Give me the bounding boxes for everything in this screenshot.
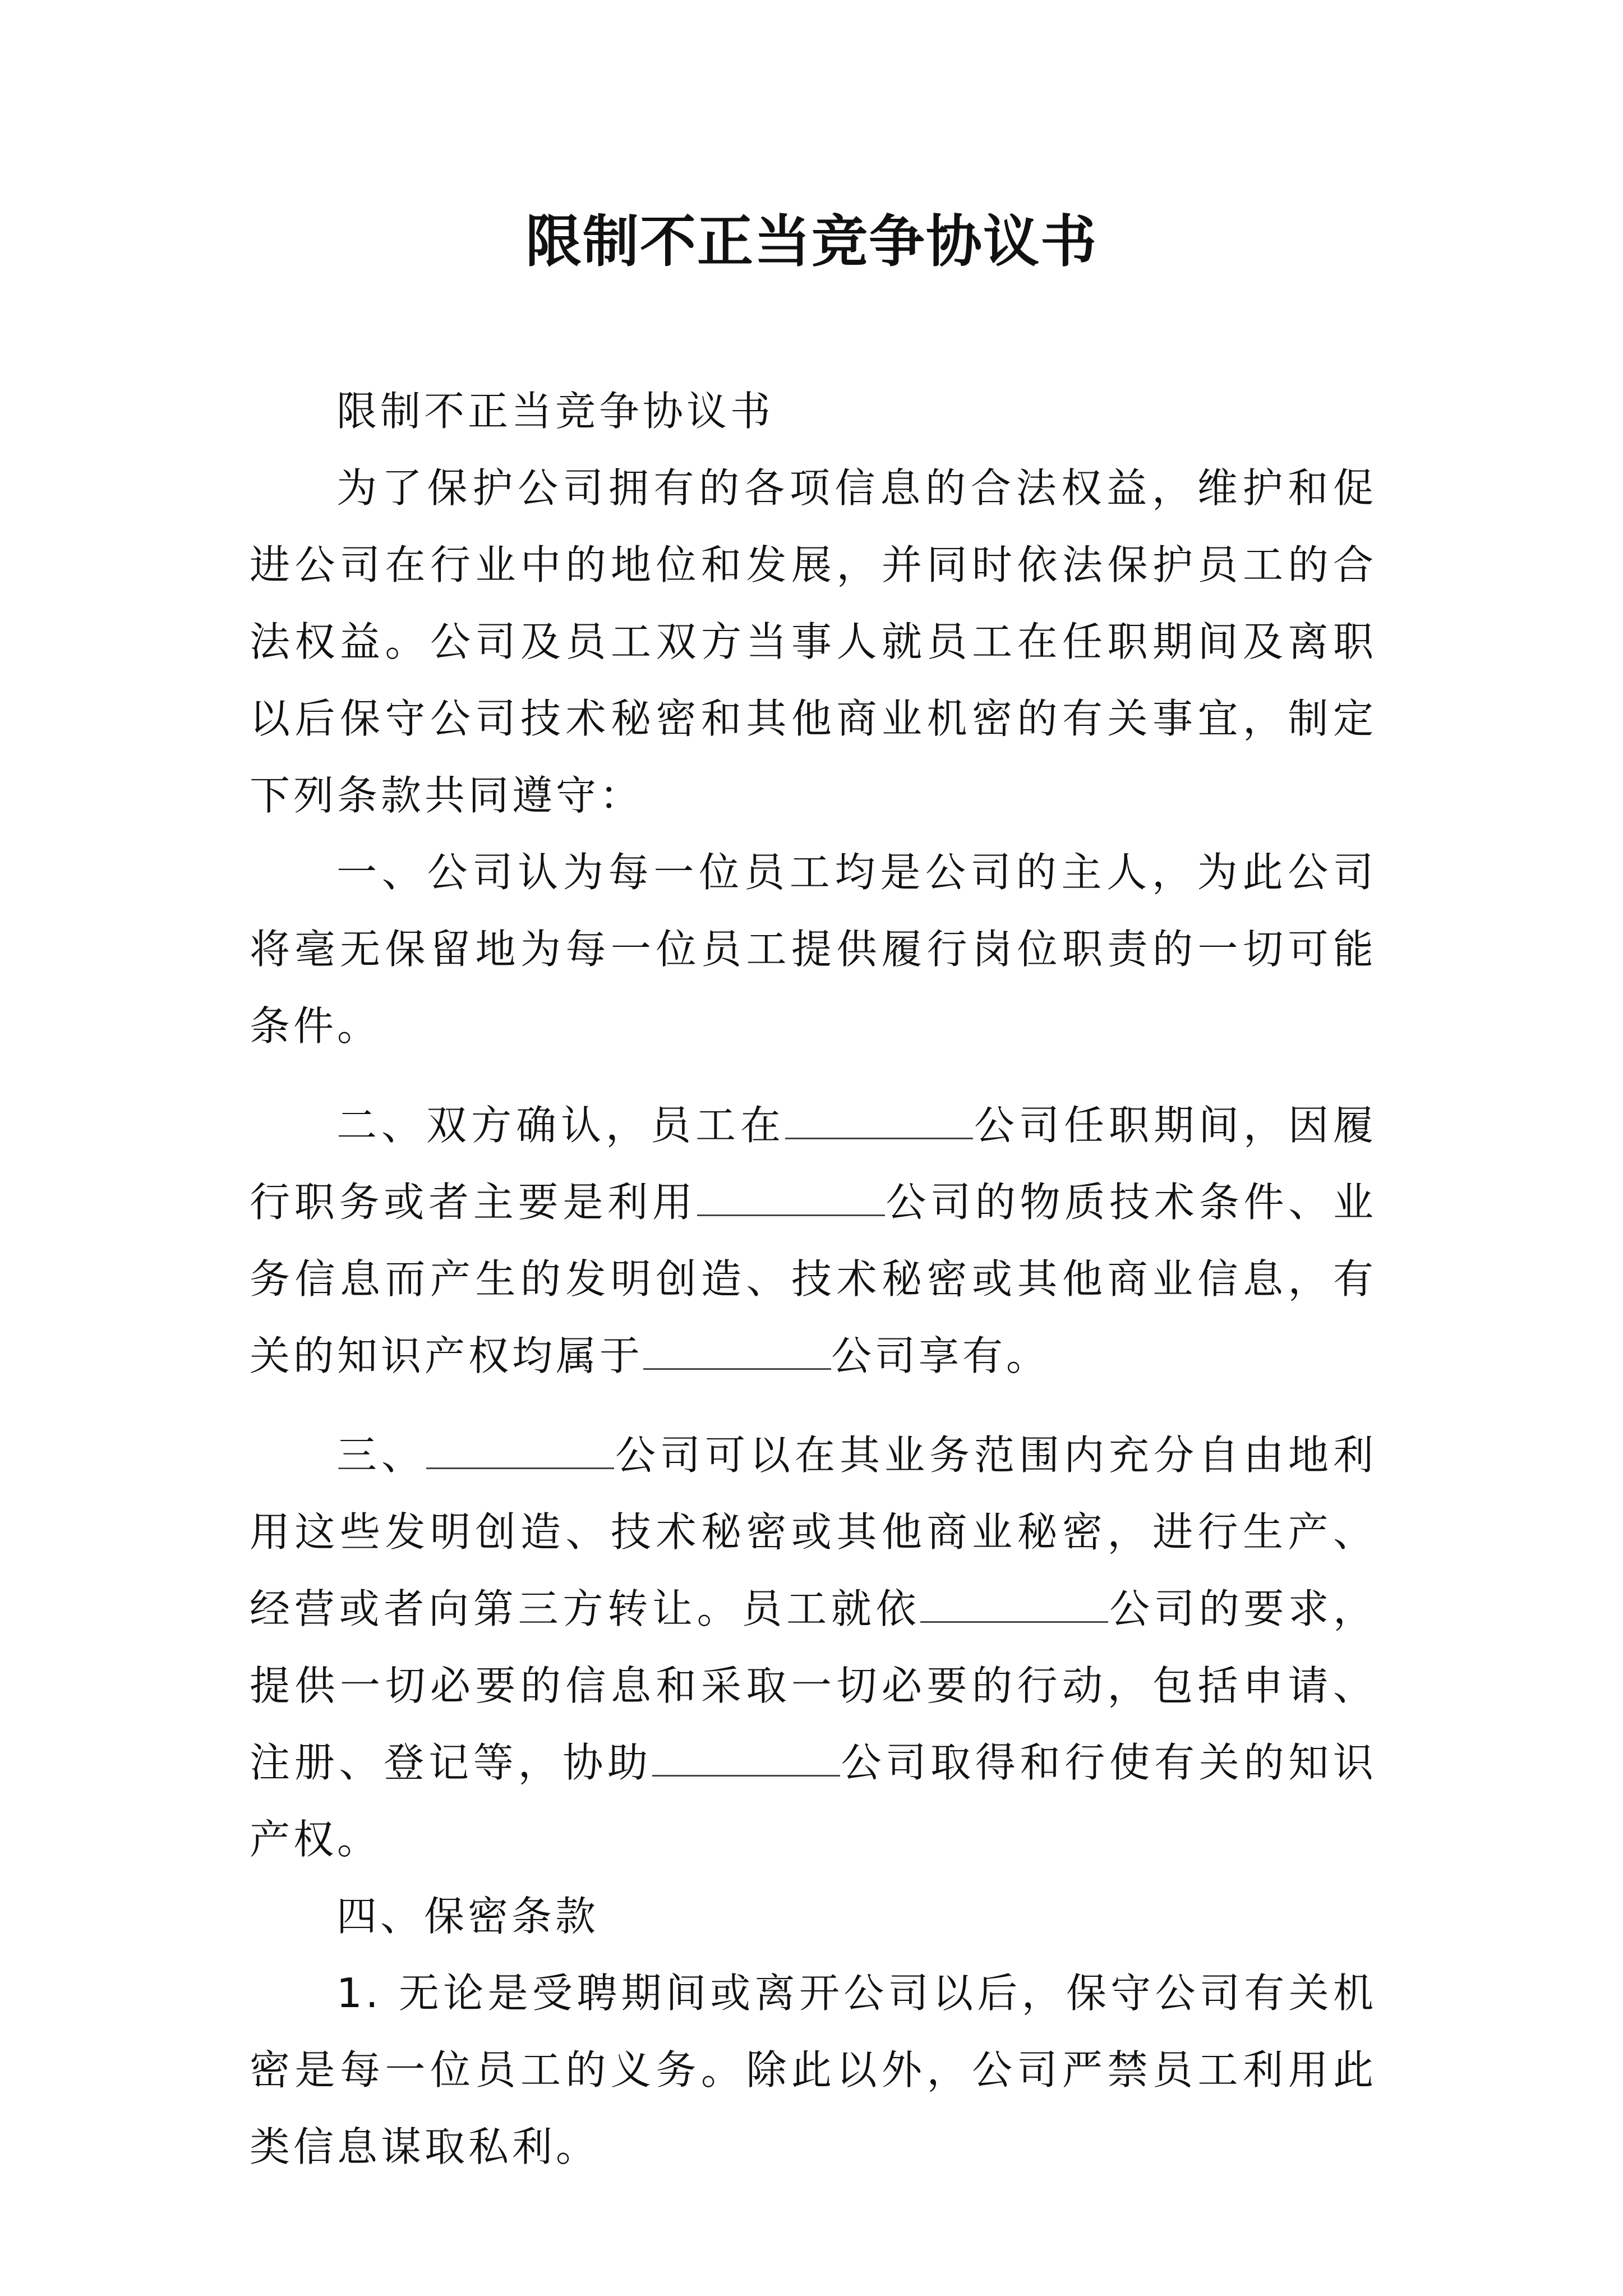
company-name-blank[interactable]: [643, 1335, 831, 1370]
clause-4-heading: 四、保密条款: [336, 1893, 600, 1940]
clause-4-item-1: 1. 无论是受聘期间或离开公司以后，保守公司有关机密是每一位员工的义务。除此以外，公司严禁员工利用此类信息谋取私利。: [250, 1970, 1377, 2170]
preamble-paragraph: 为了保护公司拥有的各项信息的合法权益，维护和促进公司在行业中的地位和发展，并同时依法保护员工的合法权益。公司及员工双方当事人就员工在任职期间及离职以后保守公司技术秘密和其他商业机密的有关事宜，制定下列条款共同遵守：: [250, 464, 1377, 819]
clause-2-text-4: 公司享有。: [831, 1332, 1050, 1379]
clause-3-text-2: 公司可以在其业务范围内充分自由地利用这些发明创造、技术秘密或其他商业秘密，进行生产、经营或者向第三方转让。员工就依: [250, 1432, 1377, 1632]
document-subtitle: 限制不正当竞争协议书: [336, 388, 774, 435]
clause-2-text-1: 二、双方确认，员工在: [336, 1102, 785, 1149]
clause-2-text-2: 公司任职期间，因履行职务或者主要是利用: [250, 1102, 1377, 1226]
company-name-blank[interactable]: [426, 1434, 614, 1469]
clause-3-paragraph: [250, 1417, 1377, 1878]
clause-3-text-3: 公司的要求，提供一切必要的信息和采取一切必要的行动，包括申请、注册、登记等，协助: [250, 1585, 1377, 1786]
document-body: [250, 373, 1377, 2185]
clause-2-text-3: 公司的物质技术条件、业务信息而产生的发明创造、技术秘密或其他商业信息，有关的知识产权均属于: [250, 1179, 1377, 1379]
company-name-blank[interactable]: [785, 1104, 973, 1139]
document-title: 限制不正当竞争协议书: [525, 208, 1098, 274]
clause-1-paragraph: 一、公司认为每一位员工均是公司的主人，为此公司将毫无保留地为每一位员工提供履行岗位职责的一切可能条件。: [250, 849, 1377, 1050]
clause-3-text-1: 三、: [336, 1432, 426, 1479]
company-name-blank[interactable]: [652, 1741, 840, 1777]
company-name-blank[interactable]: [697, 1181, 885, 1216]
clause-2-paragraph: [250, 1087, 1377, 1395]
clause-3-text-4: 公司取得和行使有关的知识产权。: [250, 1739, 1377, 1863]
company-name-blank[interactable]: [920, 1588, 1108, 1623]
